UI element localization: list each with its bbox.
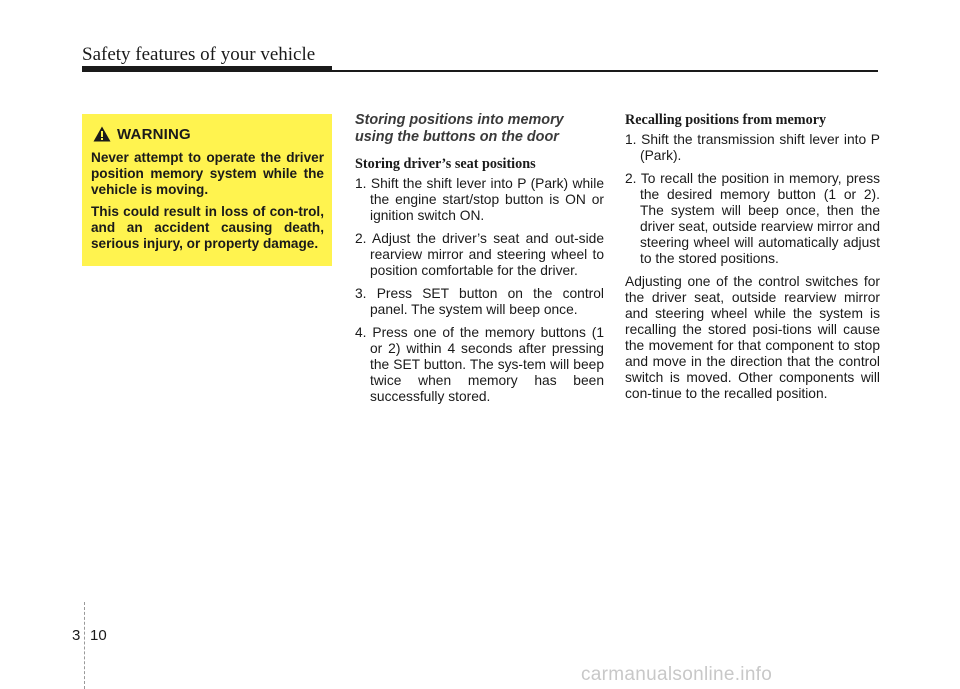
watermark-text: carmanualsonline.info (581, 664, 773, 685)
list-item: 2. Adjust the driver’s seat and out-side rearview mirror and steering wheel to position comfortable for the driver. (355, 231, 604, 278)
recalling-heading: Recalling positions from memory (625, 112, 827, 128)
recalling-section (625, 112, 880, 402)
storing-section (355, 112, 604, 412)
list-item: 2. To recall the position in memory, press the desired memory button (1 or 2). The system will beep once, then the driver seat, outside rearview mirror and steering wheel will automatically adjust to the stored positions. (625, 171, 880, 266)
warning-box (82, 114, 332, 266)
footer-divider (84, 602, 86, 689)
warning-header (93, 124, 324, 144)
chapter-number: 3 (72, 627, 81, 644)
list-item: 1. Shift the transmission shift lever into P (Park). (625, 132, 880, 163)
warning-triangle-icon (93, 126, 111, 142)
warning-title: WARNING (117, 125, 191, 143)
recalling-steps-list (625, 132, 880, 267)
warning-paragraph: This could result in loss of con-trol, and an accident causing death, serious injury, or property damage. (91, 204, 324, 251)
warning-paragraph: Never attempt to operate the driver position memory system while the vehicle is moving. (91, 150, 324, 197)
page-number: 10 (90, 627, 107, 644)
storing-heading: Storing positions into memory using the buttons on the door (355, 112, 564, 145)
header-rule-thin (332, 70, 878, 72)
list-item: 4. Press one of the memory buttons (1 or 2) within 4 seconds after pressing the SET button. The sys-tem will beep twice when memory has been successfully stored. (355, 325, 604, 404)
list-item: 3. Press SET button on the control panel. The system will beep once. (355, 286, 604, 317)
list-item: 1. Shift the shift lever into P (Park) while the engine start/stop button is ON or ignition switch ON. (355, 176, 604, 223)
storing-steps-list (355, 176, 604, 405)
storing-subheading: Storing driver’s seat positions (355, 156, 536, 172)
header-rule-thick (82, 66, 332, 72)
recalling-note: Adjusting one of the control switches for the driver seat, outside rearview mirror and steering wheel while the system is recalling the stored posi-tions will cause the movement for that component to stop and move in the direction that the control switch is moved. Other components will con-tinue to the recalled position. (625, 274, 880, 401)
page-header-title: Safety features of your vehicle (82, 44, 316, 65)
